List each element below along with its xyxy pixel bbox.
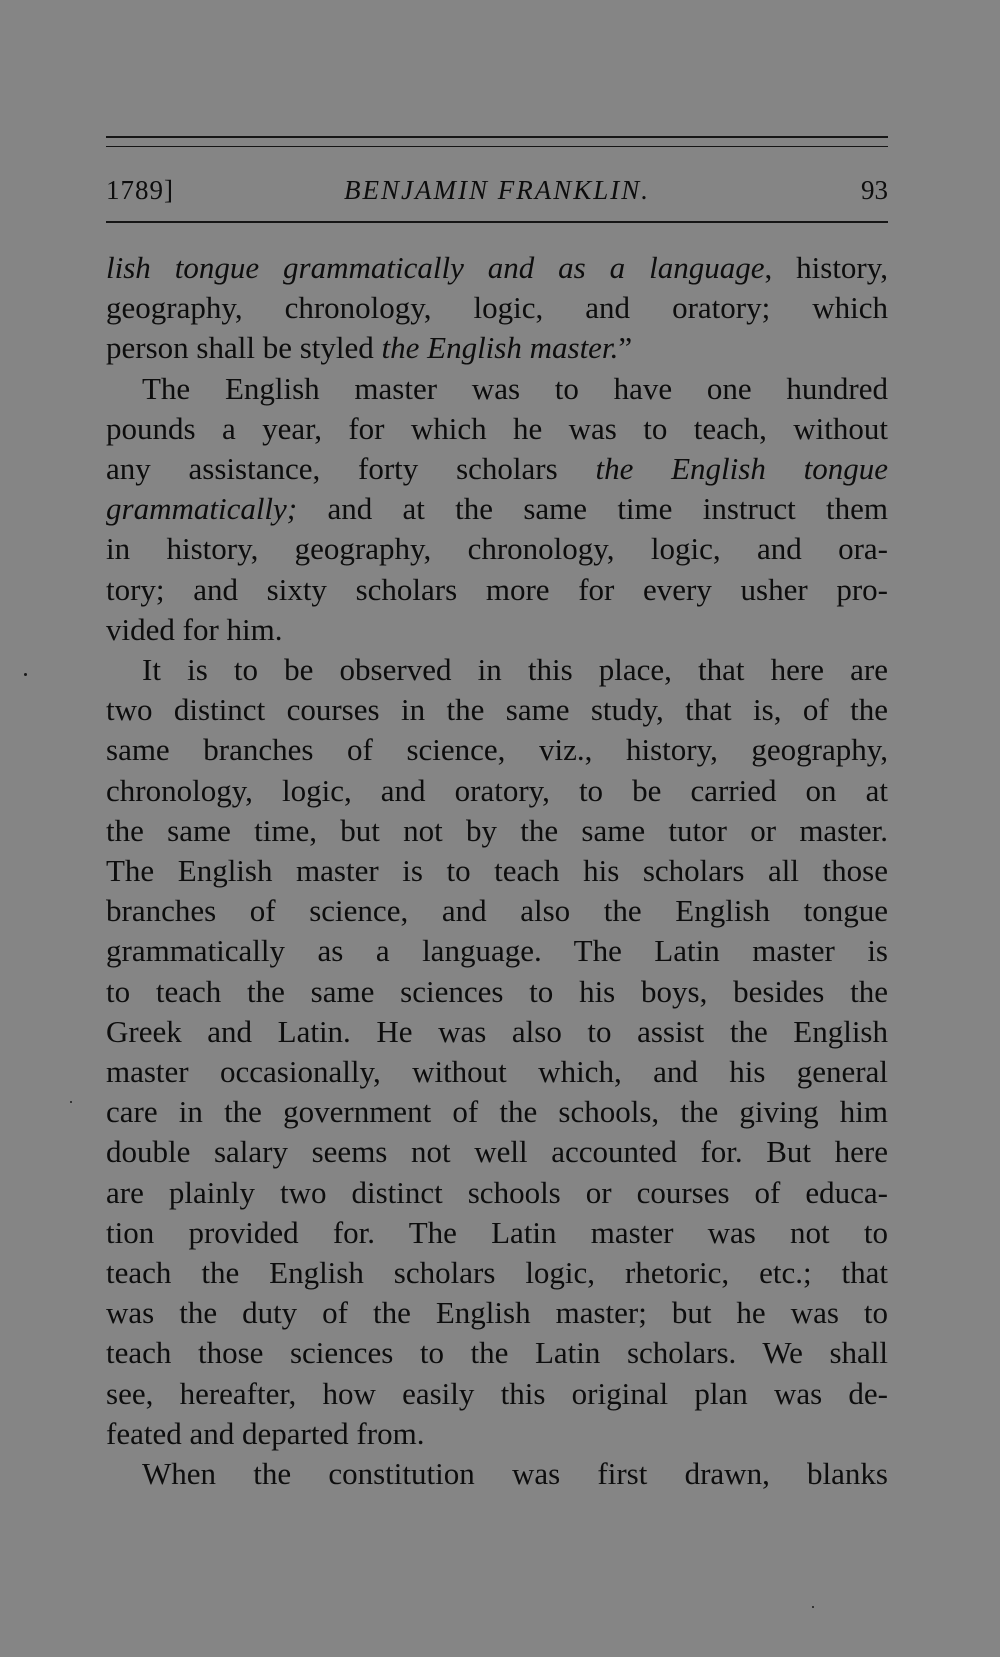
body-text-run: ” (618, 330, 633, 366)
italic-text: the English tongue (595, 451, 888, 487)
text-line (106, 851, 888, 891)
text-line (106, 1092, 888, 1132)
body-text-run: care in the government of the schools, the giving him (106, 1094, 888, 1130)
text-line (106, 489, 888, 529)
text-line (106, 690, 888, 730)
body-text-run: chronology, logic, and oratory, to be carried on at (106, 772, 888, 808)
text-line (106, 328, 888, 368)
body-text-run: are plainly two distinct schools or courses of educa- (106, 1174, 888, 1210)
body-text-run: double salary seems not well accounted for. But here (106, 1134, 888, 1170)
body-text-run: the same time, but not by the same tutor or master. (106, 812, 888, 848)
text-line (106, 811, 888, 851)
body-text (106, 248, 888, 1494)
italic-text: grammatically; (106, 491, 298, 527)
text-line (106, 409, 888, 449)
running-head-title: BENJAMIN FRANKLIN. (344, 175, 650, 205)
body-text-run: any assistance, forty scholars (106, 451, 596, 487)
body-text-run: Greek and Latin. He was also to assist the English (106, 1013, 888, 1049)
body-text-run: tory; and sixty scholars more for every usher pro- (106, 571, 888, 607)
text-line (106, 1414, 888, 1454)
page-speck (70, 1101, 72, 1103)
text-line (106, 1454, 888, 1494)
running-head (106, 170, 888, 210)
text-line (106, 1374, 888, 1414)
body-text-run: master occasionally, without which, and his general (106, 1054, 888, 1090)
text-line (106, 650, 888, 690)
header-rule-thin (106, 146, 888, 147)
body-text-run: tion provided for. The Latin master was not to (106, 1214, 888, 1250)
header-rule-thick (106, 136, 888, 138)
text-line (106, 972, 888, 1012)
body-text-run: two distinct courses in the same study, that is, of the (106, 692, 888, 728)
text-line (106, 1132, 888, 1172)
body-text-run: to teach the same sciences to his boys, besides the (106, 973, 888, 1009)
text-line (106, 771, 888, 811)
text-line (106, 288, 888, 328)
italic-text: the English master. (381, 330, 619, 366)
text-line (106, 891, 888, 931)
body-text-run: teach the English scholars logic, rhetoric, etc.; that (106, 1255, 888, 1291)
text-line (106, 570, 888, 610)
body-text-run: see, hereafter, how easily this original plan was de- (106, 1375, 888, 1411)
body-text-run: , history, (764, 250, 888, 285)
page-number: 93 (861, 175, 888, 205)
text-line (106, 369, 888, 409)
body-text-run: vided for him. (106, 611, 283, 647)
text-line (106, 248, 888, 288)
body-text-run: The English master was to have one hundred (142, 370, 888, 406)
text-line (106, 931, 888, 971)
body-text-run: It is to be observed in this place, that here are (142, 652, 888, 688)
text-line (106, 529, 888, 569)
text-line (106, 1333, 888, 1373)
body-text-run: and at the same time instruct them (297, 491, 888, 527)
body-text-run: same branches of science, viz., history, geography, (106, 732, 888, 768)
text-line (106, 610, 888, 650)
text-line (106, 1173, 888, 1213)
italic-text: lish tongue grammatically and as a language (106, 250, 765, 285)
body-text-run: person shall be styled (106, 330, 382, 366)
body-text-run: The English master is to teach his scholars all those (106, 853, 888, 889)
body-text-run: pounds a year, for which he was to teach, without (106, 410, 888, 446)
running-head-year: 1789] (106, 175, 174, 205)
book-page (106, 0, 888, 1657)
body-text-run: When the constitution was first drawn, blanks (142, 1456, 888, 1492)
body-text-run: geography, chronology, logic, and oratory; which (106, 290, 888, 326)
body-text-run: feated and departed from. (106, 1415, 425, 1451)
text-line (106, 1052, 888, 1092)
text-line (106, 1213, 888, 1253)
body-text-run: teach those sciences to the Latin scholars. We shall (106, 1335, 888, 1371)
text-line (106, 449, 888, 489)
text-line (106, 1012, 888, 1052)
body-text-run: was the duty of the English master; but he was to (106, 1295, 888, 1331)
body-text-run: grammatically as a language. The Latin master is (106, 933, 888, 969)
page-speck (24, 673, 27, 676)
text-line (106, 1253, 888, 1293)
text-line (106, 1293, 888, 1333)
header-rule-bottom (106, 221, 888, 223)
body-text-run: in history, geography, chronology, logic, and ora- (106, 531, 888, 567)
page-speck (812, 1606, 814, 1608)
text-line (106, 730, 888, 770)
body-text-run: branches of science, and also the English tongue (106, 893, 888, 929)
